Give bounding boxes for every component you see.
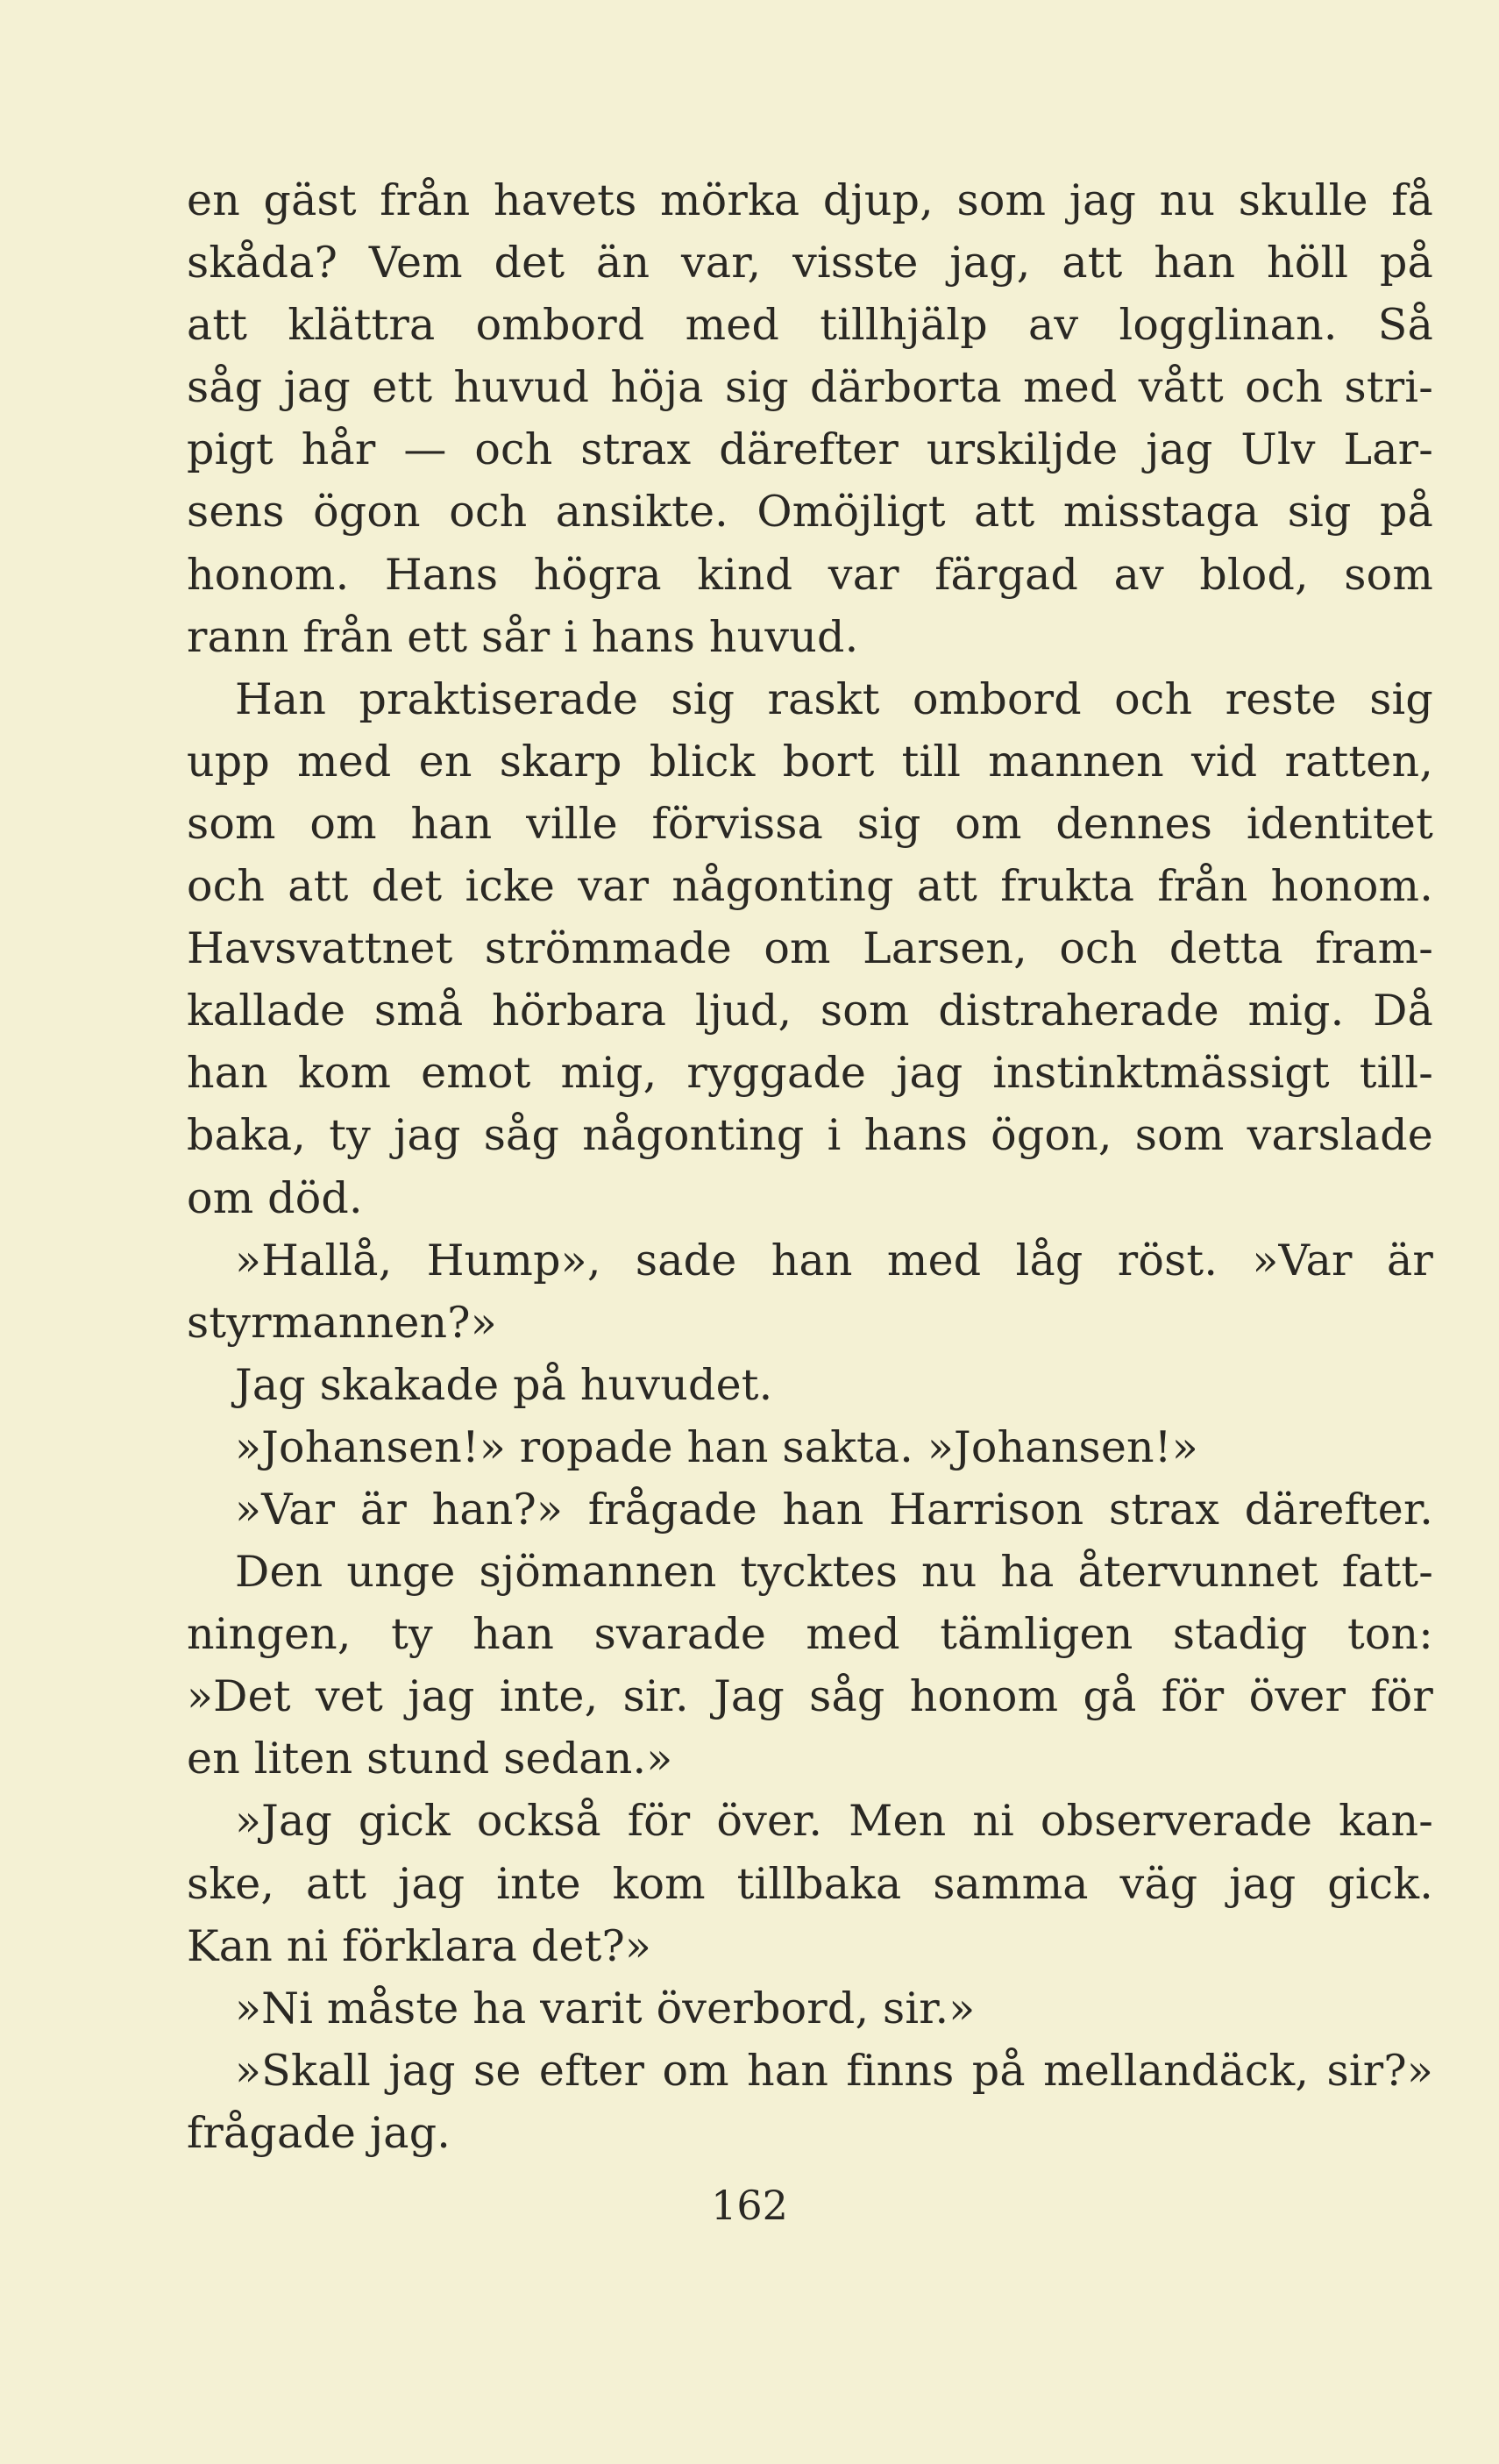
text-line: en gäst från havets mörka djup, som jag nu skulle få (187, 175, 1433, 225)
text-line: baka, ty jag såg någonting i hans ögon, som varslade (187, 1110, 1433, 1161)
text-line: sens ögon och ansikte. Omöjligt att misstaga sig på (187, 487, 1433, 538)
page-number: 162 (711, 2182, 788, 2229)
text-line: Jag skakade på huvudet. (235, 1359, 773, 1410)
text-line: »Skall jag se efter om han finns på mellandäck, sir?» (235, 2045, 1433, 2096)
text-line: om död. (187, 1172, 363, 1223)
text-line: ningen, ty han svarade med tämligen stadig ton: (187, 1609, 1433, 1660)
text-line: Havsvattnet strömmade om Larsen, och detta fram- (187, 923, 1433, 974)
text-line: kallade små hörbara ljud, som distraherade mig. Då (187, 986, 1433, 1036)
text-line: rann från ett sår i hans huvud. (187, 611, 859, 662)
text-line: honom. Hans högra kind var färgad av blod, som (187, 549, 1433, 600)
text-line: skåda? Vem det än var, visste jag, att han höll på (187, 238, 1433, 288)
text-line: att klättra ombord med tillhjälp av logglinan. Så (187, 300, 1433, 351)
text-line: såg jag ett huvud höja sig därborta med vått och stri- (187, 362, 1433, 413)
text-line: pigt hår — och strax därefter urskiljde jag Ulv Lar- (187, 424, 1433, 475)
text-line: »Var är han?» frågade han Harrison strax därefter. (235, 1484, 1433, 1535)
text-line: och att det icke var någonting att frukta från honom. (187, 861, 1433, 912)
text-line: som om han ville förvissa sig om dennes identitet (187, 798, 1433, 849)
text-line: »Det vet jag inte, sir. Jag såg honom gå för över för (187, 1671, 1433, 1722)
text-line: Han praktiserade sig raskt ombord och reste sig (235, 673, 1433, 724)
text-line: ske, att jag inte kom tillbaka samma väg jag gick. (187, 1858, 1433, 1909)
text-line: »Ni måste ha varit överbord, sir.» (235, 1983, 976, 2033)
text-line: »Jag gick också för över. Men ni observerade kan- (235, 1796, 1433, 1847)
text-line: styrmannen?» (187, 1297, 497, 1348)
text-line: Den unge sjömannen tycktes nu ha återvunnet fatt- (235, 1547, 1433, 1598)
text-line: Kan ni förklara det?» (187, 1920, 652, 1971)
body-text (187, 169, 1433, 2164)
text-line: han kom emot mig, ryggade jag instinktmässigt till- (187, 1048, 1433, 1099)
text-line: frågade jag. (187, 2107, 451, 2158)
text-line: »Johansen!» ropade han sakta. »Johansen!» (235, 1421, 1198, 1472)
text-line: en liten stund sedan.» (187, 1734, 673, 1784)
text-line: »Hallå, Hump», sade han med låg röst. »Var är (235, 1235, 1433, 1285)
text-line: upp med en skarp blick bort till mannen vid ratten, (187, 736, 1433, 787)
